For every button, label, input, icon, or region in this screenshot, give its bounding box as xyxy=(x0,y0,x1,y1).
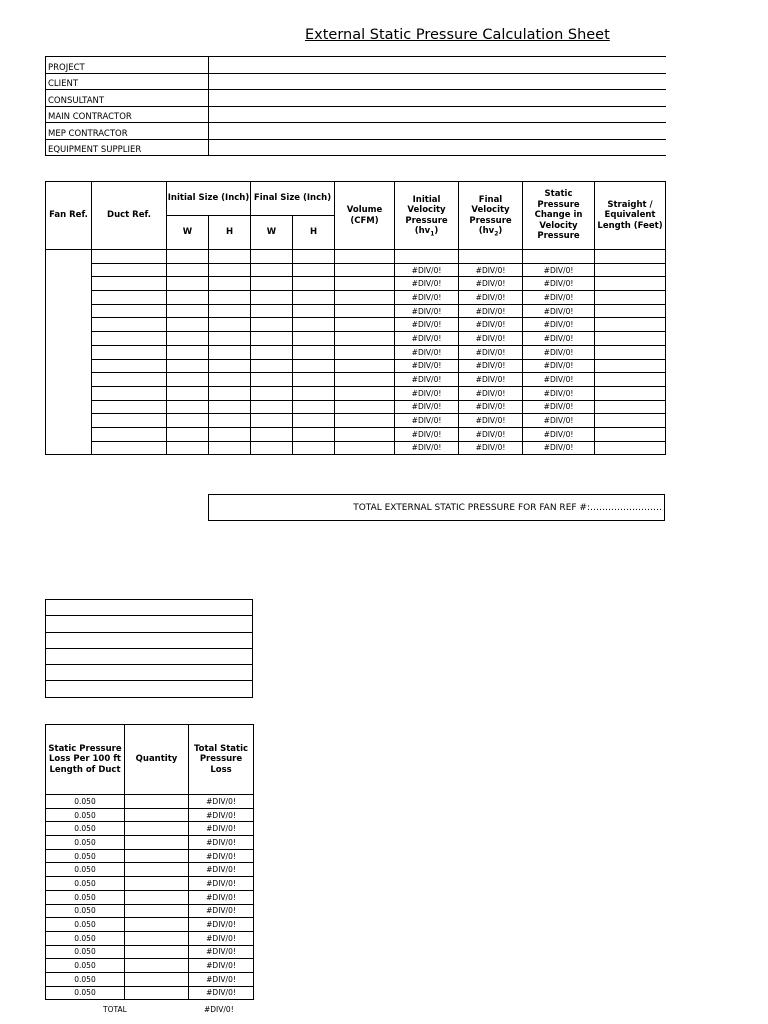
loss-row xyxy=(46,877,254,891)
loss-per-100ft-cell: 0.050 xyxy=(46,918,125,932)
static-loss-table xyxy=(45,724,254,1000)
loss-row xyxy=(46,849,254,863)
header-initial-size: Initial Size (Inch) xyxy=(167,182,251,216)
quantity-cell[interactable] xyxy=(125,972,189,986)
info-row xyxy=(46,57,666,74)
input-cell[interactable] xyxy=(167,291,209,305)
loss-row xyxy=(46,822,254,836)
computed-cell: #DIV/0! xyxy=(395,359,459,373)
input-cell[interactable] xyxy=(251,263,293,277)
computed-cell: #DIV/0! xyxy=(459,414,523,428)
input-cell[interactable] xyxy=(251,400,293,414)
input-cell[interactable] xyxy=(293,441,335,455)
computed-cell: #DIV/0! xyxy=(523,386,595,400)
input-cell[interactable] xyxy=(209,277,251,291)
input-cell[interactable] xyxy=(595,345,666,359)
pressure-calc-table xyxy=(45,181,666,455)
info-value-field[interactable] xyxy=(209,90,666,107)
table-row xyxy=(46,291,666,305)
total-loss-cell: #DIV/0! xyxy=(189,986,254,1000)
fan-ref-cell[interactable] xyxy=(46,250,92,455)
input-cell[interactable] xyxy=(293,414,335,428)
quantity-cell[interactable] xyxy=(125,904,189,918)
loss-row xyxy=(46,863,254,877)
input-cell[interactable] xyxy=(167,441,209,455)
quantity-cell[interactable] xyxy=(125,918,189,932)
table-row xyxy=(46,304,666,318)
total-loss-cell: #DIV/0! xyxy=(189,849,254,863)
table-row xyxy=(46,386,666,400)
blank-line xyxy=(46,600,253,616)
loss-total-label: TOTAL xyxy=(103,1005,127,1014)
input-cell[interactable] xyxy=(595,400,666,414)
input-cell[interactable] xyxy=(92,441,167,455)
input-cell[interactable] xyxy=(209,441,251,455)
blank-line xyxy=(46,681,253,697)
input-cell[interactable] xyxy=(335,318,395,332)
input-cell[interactable] xyxy=(167,345,209,359)
info-label: EQUIPMENT SUPPLIER xyxy=(46,139,209,156)
blank-line xyxy=(46,632,253,648)
quantity-cell[interactable] xyxy=(125,959,189,973)
info-row xyxy=(46,123,666,140)
computed-cell: #DIV/0! xyxy=(523,414,595,428)
input-cell[interactable] xyxy=(92,291,167,305)
computed-cell: #DIV/0! xyxy=(459,427,523,441)
input-cell[interactable] xyxy=(335,332,395,346)
input-cell[interactable] xyxy=(92,386,167,400)
input-cell[interactable] xyxy=(595,373,666,387)
input-cell[interactable] xyxy=(251,318,293,332)
computed-cell: #DIV/0! xyxy=(395,332,459,346)
input-cell[interactable] xyxy=(209,345,251,359)
loss-row xyxy=(46,808,254,822)
loss-row xyxy=(46,890,254,904)
input-cell[interactable] xyxy=(92,359,167,373)
input-cell[interactable] xyxy=(167,427,209,441)
input-cell[interactable] xyxy=(293,345,335,359)
computed-cell: #DIV/0! xyxy=(523,400,595,414)
loss-per-100ft-cell: 0.050 xyxy=(46,959,125,973)
input-cell[interactable] xyxy=(92,250,167,264)
input-cell[interactable] xyxy=(293,373,335,387)
input-cell[interactable] xyxy=(293,291,335,305)
info-label: MAIN CONTRACTOR xyxy=(46,106,209,123)
input-cell[interactable] xyxy=(167,400,209,414)
input-cell[interactable] xyxy=(251,332,293,346)
table-row xyxy=(46,250,666,264)
loss-per-100ft-cell: 0.050 xyxy=(46,931,125,945)
loss-row xyxy=(46,836,254,850)
input-cell[interactable] xyxy=(595,359,666,373)
input-cell[interactable] xyxy=(335,373,395,387)
input-cell[interactable] xyxy=(335,263,395,277)
quantity-cell[interactable] xyxy=(125,890,189,904)
quantity-cell[interactable] xyxy=(125,945,189,959)
blank-line xyxy=(46,648,253,664)
input-cell[interactable] xyxy=(335,250,395,264)
input-cell[interactable] xyxy=(167,386,209,400)
quantity-cell[interactable] xyxy=(125,836,189,850)
loss-per-100ft-cell: 0.050 xyxy=(46,972,125,986)
input-cell[interactable] xyxy=(251,277,293,291)
computed-cell: #DIV/0! xyxy=(459,304,523,318)
input-cell[interactable] xyxy=(335,304,395,318)
loss-row xyxy=(46,904,254,918)
total-loss-cell: #DIV/0! xyxy=(189,931,254,945)
input-cell[interactable] xyxy=(293,318,335,332)
input-cell[interactable] xyxy=(335,345,395,359)
input-cell[interactable] xyxy=(293,263,335,277)
computed-cell: #DIV/0! xyxy=(395,318,459,332)
computed-cell: #DIV/0! xyxy=(459,359,523,373)
loss-per-100ft-cell: 0.050 xyxy=(46,822,125,836)
input-cell[interactable] xyxy=(595,250,666,264)
table-row xyxy=(46,427,666,441)
header-total-loss: Total Static Pressure Loss xyxy=(189,725,254,795)
input-cell[interactable] xyxy=(293,386,335,400)
input-cell[interactable] xyxy=(92,277,167,291)
input-cell[interactable] xyxy=(209,263,251,277)
quantity-cell[interactable] xyxy=(125,822,189,836)
blank-lines-table xyxy=(45,599,253,698)
loss-row xyxy=(46,931,254,945)
info-row xyxy=(46,90,666,107)
loss-per-100ft-cell: 0.050 xyxy=(46,890,125,904)
input-cell[interactable] xyxy=(595,263,666,277)
computed-cell: #DIV/0! xyxy=(395,304,459,318)
header-volume: Volume (CFM) xyxy=(335,182,395,250)
total-esp-box xyxy=(208,494,665,521)
loss-row xyxy=(46,945,254,959)
input-cell[interactable] xyxy=(595,386,666,400)
input-cell[interactable] xyxy=(209,386,251,400)
input-cell[interactable] xyxy=(595,277,666,291)
computed-cell: #DIV/0! xyxy=(523,332,595,346)
computed-cell: #DIV/0! xyxy=(395,263,459,277)
header-straight-length: Straight / Equivalent Length (Feet) xyxy=(595,182,666,250)
input-cell[interactable] xyxy=(209,414,251,428)
input-cell[interactable] xyxy=(92,263,167,277)
loss-per-100ft-cell: 0.050 xyxy=(46,795,125,809)
input-cell[interactable] xyxy=(92,332,167,346)
table-row xyxy=(46,277,666,291)
info-value-field[interactable] xyxy=(209,123,666,140)
input-cell[interactable] xyxy=(595,304,666,318)
computed-cell: #DIV/0! xyxy=(459,318,523,332)
total-loss-cell: #DIV/0! xyxy=(189,959,254,973)
table-row xyxy=(46,345,666,359)
input-cell[interactable] xyxy=(595,291,666,305)
info-label: CONSULTANT xyxy=(46,90,209,107)
table-row xyxy=(46,263,666,277)
computed-cell: #DIV/0! xyxy=(459,400,523,414)
total-loss-cell: #DIV/0! xyxy=(189,918,254,932)
header-quantity: Quantity xyxy=(125,725,189,795)
computed-cell: #DIV/0! xyxy=(459,332,523,346)
quantity-cell[interactable] xyxy=(125,931,189,945)
input-cell[interactable] xyxy=(595,332,666,346)
computed-cell: #DIV/0! xyxy=(523,263,595,277)
input-cell[interactable] xyxy=(335,277,395,291)
total-loss-cell: #DIV/0! xyxy=(189,795,254,809)
header-final-w: W xyxy=(251,216,293,250)
loss-row xyxy=(46,918,254,932)
input-cell[interactable] xyxy=(251,304,293,318)
input-cell[interactable] xyxy=(293,304,335,318)
header-sp-change: Static Pressure Change in Velocity Pressure xyxy=(523,182,595,250)
loss-per-100ft-cell: 0.050 xyxy=(46,986,125,1000)
computed-cell: #DIV/0! xyxy=(395,427,459,441)
table-row xyxy=(46,359,666,373)
total-loss-cell: #DIV/0! xyxy=(189,808,254,822)
input-cell[interactable] xyxy=(92,318,167,332)
quantity-cell[interactable] xyxy=(125,863,189,877)
input-cell[interactable] xyxy=(395,250,459,264)
total-loss-cell: #DIV/0! xyxy=(189,972,254,986)
input-cell[interactable] xyxy=(335,400,395,414)
loss-per-100ft-cell: 0.050 xyxy=(46,904,125,918)
total-loss-cell: #DIV/0! xyxy=(189,890,254,904)
loss-per-100ft-cell: 0.050 xyxy=(46,836,125,850)
info-value-field[interactable] xyxy=(209,106,666,123)
loss-per-100ft-cell: 0.050 xyxy=(46,877,125,891)
input-cell[interactable] xyxy=(92,345,167,359)
header-final-size: Final Size (Inch) xyxy=(251,182,335,216)
input-cell[interactable] xyxy=(167,318,209,332)
input-cell[interactable] xyxy=(209,359,251,373)
computed-cell: #DIV/0! xyxy=(395,277,459,291)
blank-line xyxy=(46,665,253,681)
computed-cell: #DIV/0! xyxy=(523,359,595,373)
computed-cell: #DIV/0! xyxy=(523,318,595,332)
total-loss-cell: #DIV/0! xyxy=(189,904,254,918)
page-title: External Static Pressure Calculation Sheet xyxy=(305,27,610,43)
computed-cell: #DIV/0! xyxy=(395,373,459,387)
computed-cell: #DIV/0! xyxy=(395,291,459,305)
input-cell[interactable] xyxy=(595,414,666,428)
input-cell[interactable] xyxy=(209,291,251,305)
input-cell[interactable] xyxy=(335,359,395,373)
header-final-h: H xyxy=(293,216,335,250)
input-cell[interactable] xyxy=(167,304,209,318)
header-fan-ref: Fan Ref. xyxy=(46,182,92,250)
computed-cell: #DIV/0! xyxy=(523,277,595,291)
computed-cell: #DIV/0! xyxy=(459,277,523,291)
computed-cell: #DIV/0! xyxy=(523,373,595,387)
info-row xyxy=(46,139,666,156)
total-loss-cell: #DIV/0! xyxy=(189,836,254,850)
input-cell[interactable] xyxy=(459,250,523,264)
computed-cell: #DIV/0! xyxy=(459,345,523,359)
input-cell[interactable] xyxy=(251,345,293,359)
info-label: CLIENT xyxy=(46,73,209,90)
loss-per-100ft-cell: 0.050 xyxy=(46,849,125,863)
input-cell[interactable] xyxy=(92,304,167,318)
loss-row xyxy=(46,986,254,1000)
header-initial-w: W xyxy=(167,216,209,250)
input-cell[interactable] xyxy=(92,427,167,441)
info-value-field[interactable] xyxy=(209,73,666,90)
input-cell[interactable] xyxy=(293,359,335,373)
blank-line xyxy=(46,616,253,632)
input-cell[interactable] xyxy=(209,373,251,387)
header-initial-h: H xyxy=(209,216,251,250)
total-loss-cell: #DIV/0! xyxy=(189,863,254,877)
header-loss-per-100ft: Static Pressure Loss Per 100 ft Length of Duct xyxy=(46,725,125,795)
info-label: PROJECT xyxy=(46,57,209,74)
input-cell[interactable] xyxy=(595,318,666,332)
input-cell[interactable] xyxy=(251,250,293,264)
loss-per-100ft-cell: 0.050 xyxy=(46,808,125,822)
info-value-field[interactable] xyxy=(209,57,666,74)
table-row xyxy=(46,318,666,332)
computed-cell: #DIV/0! xyxy=(459,263,523,277)
input-cell[interactable] xyxy=(293,400,335,414)
info-value-field[interactable] xyxy=(209,139,666,156)
computed-cell: #DIV/0! xyxy=(523,345,595,359)
input-cell[interactable] xyxy=(167,359,209,373)
loss-total-value: #DIV/0! xyxy=(204,1005,234,1014)
input-cell[interactable] xyxy=(92,414,167,428)
table-row xyxy=(46,400,666,414)
input-cell[interactable] xyxy=(335,427,395,441)
input-cell[interactable] xyxy=(209,400,251,414)
computed-cell: #DIV/0! xyxy=(523,304,595,318)
computed-cell: #DIV/0! xyxy=(459,291,523,305)
quantity-cell[interactable] xyxy=(125,849,189,863)
input-cell[interactable] xyxy=(523,250,595,264)
input-cell[interactable] xyxy=(251,373,293,387)
computed-cell: #DIV/0! xyxy=(395,345,459,359)
loss-per-100ft-cell: 0.050 xyxy=(46,945,125,959)
info-row xyxy=(46,106,666,123)
input-cell[interactable] xyxy=(251,291,293,305)
header-final-velocity: Final Velocity Pressure $(hv_2)$ xyxy=(459,182,523,250)
computed-cell: #DIV/0! xyxy=(459,386,523,400)
input-cell[interactable] xyxy=(209,250,251,264)
computed-cell: #DIV/0! xyxy=(395,441,459,455)
project-info-table xyxy=(45,56,666,156)
loss-row xyxy=(46,795,254,809)
input-cell[interactable] xyxy=(167,373,209,387)
input-cell[interactable] xyxy=(335,386,395,400)
input-cell[interactable] xyxy=(293,427,335,441)
input-cell[interactable] xyxy=(251,414,293,428)
input-cell[interactable] xyxy=(209,318,251,332)
input-cell[interactable] xyxy=(167,263,209,277)
input-cell[interactable] xyxy=(92,373,167,387)
input-cell[interactable] xyxy=(335,291,395,305)
input-cell[interactable] xyxy=(209,304,251,318)
computed-cell: #DIV/0! xyxy=(523,441,595,455)
input-cell[interactable] xyxy=(209,332,251,346)
total-loss-cell: #DIV/0! xyxy=(189,945,254,959)
input-cell[interactable] xyxy=(595,427,666,441)
input-cell[interactable] xyxy=(293,332,335,346)
loss-row xyxy=(46,972,254,986)
quantity-cell[interactable] xyxy=(125,808,189,822)
loss-row xyxy=(46,959,254,973)
input-cell[interactable] xyxy=(92,400,167,414)
computed-cell: #DIV/0! xyxy=(395,414,459,428)
table-row xyxy=(46,441,666,455)
header-initial-velocity: Initial Velocity Pressure $(hv_1)$ xyxy=(395,182,459,250)
info-row xyxy=(46,73,666,90)
input-cell[interactable] xyxy=(595,441,666,455)
input-cell[interactable] xyxy=(293,277,335,291)
table-row xyxy=(46,373,666,387)
input-cell[interactable] xyxy=(251,386,293,400)
info-label: MEP CONTRACTOR xyxy=(46,123,209,140)
total-loss-cell: #DIV/0! xyxy=(189,877,254,891)
input-cell[interactable] xyxy=(335,441,395,455)
computed-cell: #DIV/0! xyxy=(395,400,459,414)
input-cell[interactable] xyxy=(335,414,395,428)
header-duct-ref: Duct Ref. xyxy=(92,182,167,250)
input-cell[interactable] xyxy=(167,277,209,291)
total-esp-label: TOTAL EXTERNAL STATIC PRESSURE FOR FAN REF #:…………………… xyxy=(353,502,662,513)
input-cell[interactable] xyxy=(167,414,209,428)
quantity-cell[interactable] xyxy=(125,877,189,891)
computed-cell: #DIV/0! xyxy=(523,291,595,305)
loss-per-100ft-cell: 0.050 xyxy=(46,863,125,877)
computed-cell: #DIV/0! xyxy=(395,386,459,400)
quantity-cell[interactable] xyxy=(125,986,189,1000)
total-loss-cell: #DIV/0! xyxy=(189,822,254,836)
table-row xyxy=(46,414,666,428)
computed-cell: #DIV/0! xyxy=(459,373,523,387)
input-cell[interactable] xyxy=(167,332,209,346)
table-row xyxy=(46,332,666,346)
computed-cell: #DIV/0! xyxy=(459,441,523,455)
computed-cell: #DIV/0! xyxy=(523,427,595,441)
input-cell[interactable] xyxy=(251,359,293,373)
input-cell[interactable] xyxy=(209,427,251,441)
input-cell[interactable] xyxy=(251,427,293,441)
input-cell[interactable] xyxy=(167,250,209,264)
quantity-cell[interactable] xyxy=(125,795,189,809)
input-cell[interactable] xyxy=(251,441,293,455)
input-cell[interactable] xyxy=(293,250,335,264)
